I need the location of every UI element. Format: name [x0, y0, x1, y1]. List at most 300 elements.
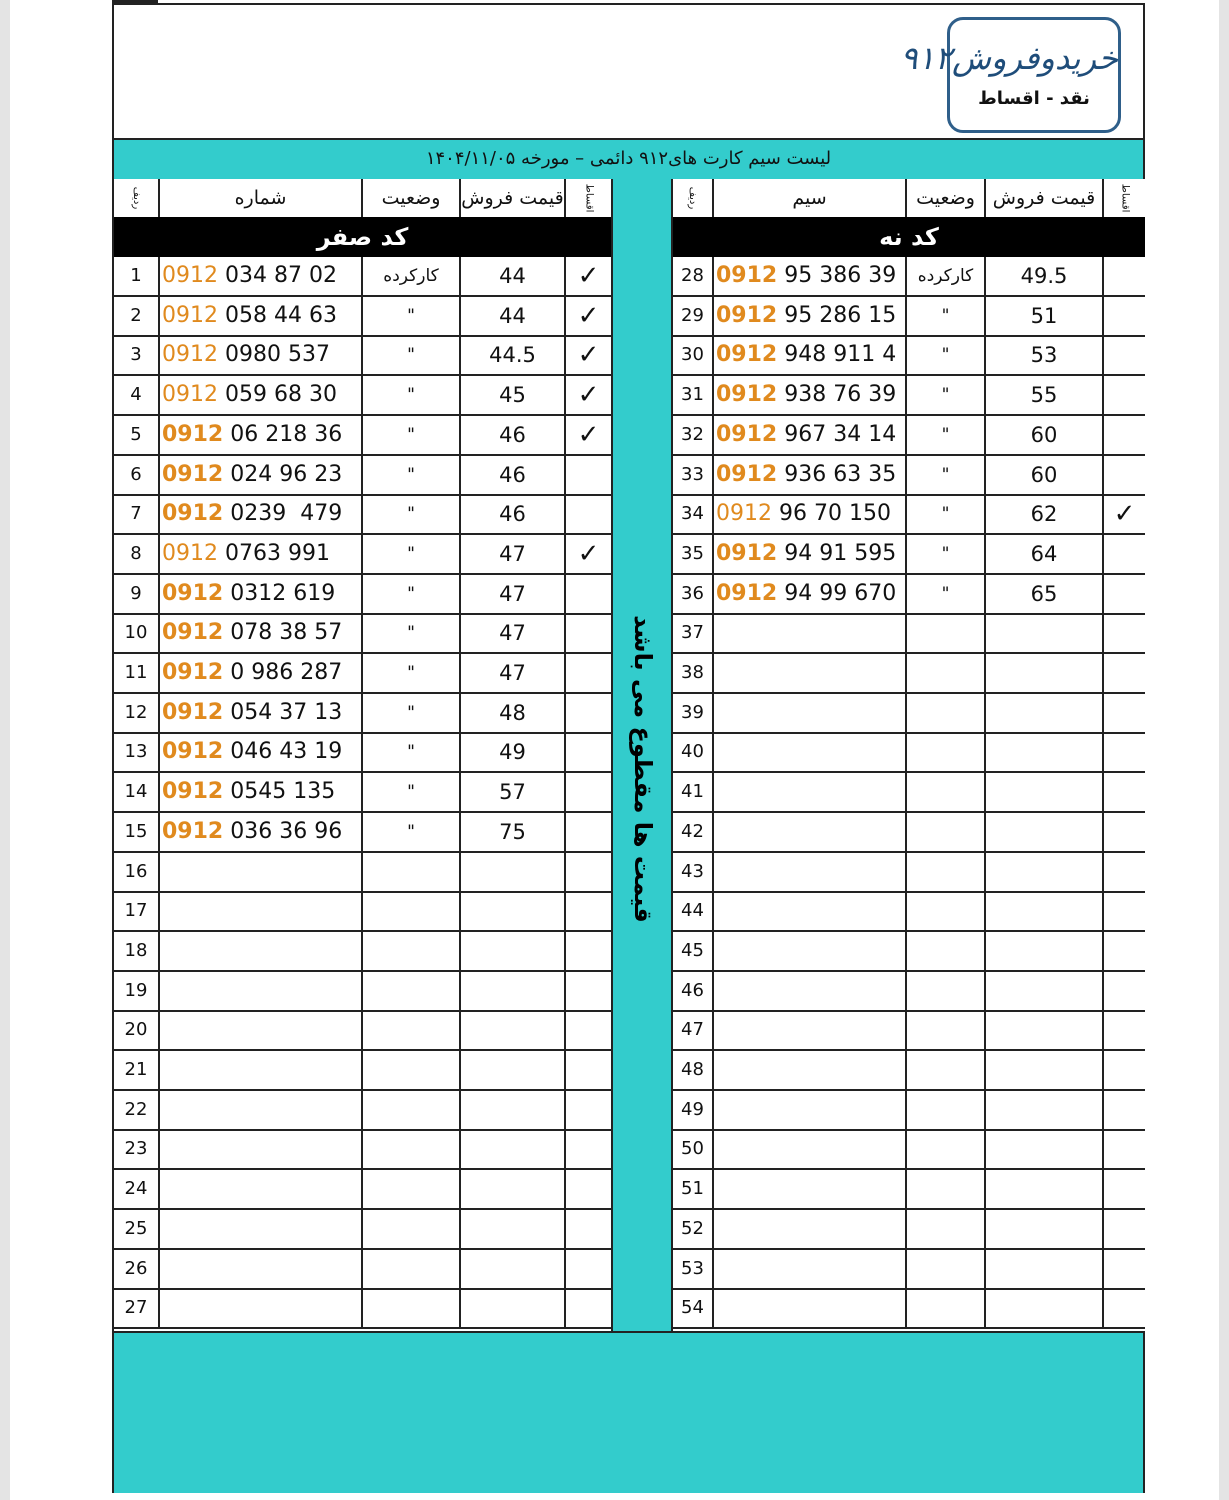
cell-check — [1104, 853, 1145, 891]
cell-check — [566, 1170, 611, 1208]
cell-check — [566, 456, 611, 494]
table-row — [673, 495, 1145, 535]
number-prefix: 0912 — [716, 540, 778, 566]
table-row — [673, 972, 1145, 1012]
cell-check — [566, 1051, 611, 1089]
number-rest: 058 44 63 — [218, 302, 337, 328]
cell-idx: 48 — [673, 1051, 714, 1089]
number-prefix: 0912 — [162, 302, 218, 328]
cell-price — [461, 1091, 566, 1129]
cell-number — [160, 456, 363, 494]
number-rest: 967 34 14 — [777, 421, 897, 447]
cell-idx: 15 — [114, 813, 160, 851]
cell-price — [461, 1011, 566, 1049]
cell-price: 46 — [461, 495, 566, 533]
cell-price: 48 — [461, 694, 566, 732]
table-row — [114, 932, 611, 972]
table-code-nine — [671, 179, 1145, 1331]
cell-idx: 26 — [114, 1250, 160, 1288]
header-number: شماره — [160, 179, 363, 217]
cell-price: 53 — [986, 336, 1104, 374]
cell-status: " — [363, 614, 461, 652]
cell-idx: 32 — [673, 416, 714, 454]
cell-idx: 42 — [673, 813, 714, 851]
cell-price: 60 — [986, 416, 1104, 454]
table-row — [114, 853, 611, 893]
header-installment-label: اقساط — [583, 183, 595, 213]
cell-idx: 18 — [114, 932, 160, 970]
cell-price — [461, 1170, 566, 1208]
table-row — [114, 1130, 611, 1170]
header-price: قیمت فروش — [461, 179, 566, 217]
cell-status — [363, 1011, 461, 1049]
cell-idx: 49 — [673, 1091, 714, 1129]
cell-status: " — [907, 376, 986, 414]
cell-idx: 37 — [673, 614, 714, 652]
cell-idx: 14 — [114, 773, 160, 811]
cell-check — [1104, 1130, 1145, 1168]
cell-status — [363, 1210, 461, 1248]
cell-status — [907, 853, 986, 891]
cell-price — [986, 892, 1104, 930]
cell-price — [986, 853, 1104, 891]
table-code-zero — [114, 179, 613, 1331]
number-rest: 0545 135 — [223, 779, 336, 805]
cell-check — [566, 1011, 611, 1049]
cell-status: " — [363, 694, 461, 732]
cell-check — [566, 654, 611, 692]
number-rest: 059 68 30 — [218, 382, 337, 408]
cell-price — [461, 1130, 566, 1168]
cell-status — [363, 1091, 461, 1129]
cell-check — [566, 813, 611, 851]
cell-status — [363, 892, 461, 930]
cell-idx: 21 — [114, 1051, 160, 1089]
fixed-price-note-text: قیمت ها مقطوع می باشد — [629, 615, 657, 923]
number-rest: 938 76 39 — [777, 382, 897, 408]
table-row — [673, 1289, 1145, 1329]
cell-status — [907, 932, 986, 970]
table-row — [673, 694, 1145, 734]
cell-price — [461, 932, 566, 970]
cell-number — [714, 773, 907, 811]
cell-number — [714, 257, 907, 295]
cell-price — [986, 1170, 1104, 1208]
cell-check — [1104, 1250, 1145, 1288]
cell-price — [986, 1051, 1104, 1089]
cell-number — [160, 495, 363, 533]
cell-status — [363, 1170, 461, 1208]
cell-number — [160, 1170, 363, 1208]
table-row — [673, 575, 1145, 615]
cell-idx: 50 — [673, 1130, 714, 1168]
cell-status — [907, 1091, 986, 1129]
cell-idx: 40 — [673, 733, 714, 771]
cell-number — [714, 336, 907, 374]
cell-status — [907, 1170, 986, 1208]
cell-idx: 9 — [114, 575, 160, 613]
cell-status — [907, 813, 986, 851]
number-rest: 046 43 19 — [223, 739, 343, 765]
cell-check — [1104, 416, 1145, 454]
cell-check — [566, 932, 611, 970]
table-row — [114, 972, 611, 1012]
cell-check — [1104, 1170, 1145, 1208]
cell-idx: 36 — [673, 575, 714, 613]
table-row — [673, 813, 1145, 853]
cell-number — [714, 1250, 907, 1288]
cell-status — [907, 1210, 986, 1248]
cell-number — [160, 575, 363, 613]
cell-price: 46 — [461, 416, 566, 454]
cell-idx: 12 — [114, 694, 160, 732]
title-band — [114, 138, 1143, 181]
cell-price: 49.5 — [986, 257, 1104, 295]
cell-status: کارکرده — [363, 257, 461, 295]
logo-title: خریدوفروش۹۱۲ — [900, 39, 1118, 77]
header-status: وضعیت — [907, 179, 986, 217]
cell-number — [160, 773, 363, 811]
cell-idx: 17 — [114, 892, 160, 930]
cell-idx: 16 — [114, 853, 160, 891]
cell-price — [461, 853, 566, 891]
number-prefix: 0912 — [162, 263, 218, 288]
cell-idx: 28 — [673, 257, 714, 295]
number-prefix: 0912 — [162, 421, 224, 447]
cell-price: 44 — [461, 257, 566, 295]
header-installment — [566, 179, 611, 217]
cell-price: 47 — [461, 535, 566, 573]
cell-idx: 35 — [673, 535, 714, 573]
table-row — [673, 1091, 1145, 1131]
number-prefix: 0912 — [716, 263, 778, 288]
cell-number — [160, 1250, 363, 1288]
cell-check — [1104, 1210, 1145, 1248]
cell-number — [160, 336, 363, 374]
cell-status: " — [363, 416, 461, 454]
cell-check — [566, 1250, 611, 1288]
cell-price — [986, 932, 1104, 970]
table-row — [114, 1011, 611, 1051]
table-row — [114, 614, 611, 654]
header-idx-label: ردیف — [130, 186, 142, 210]
cell-idx: 27 — [114, 1289, 160, 1327]
cell-status: " — [907, 495, 986, 533]
number-rest: 936 63 35 — [777, 461, 897, 487]
cell-price: 75 — [461, 813, 566, 851]
header-idx — [114, 179, 160, 217]
cell-number — [160, 1210, 363, 1248]
table-row — [114, 1210, 611, 1250]
table-row — [673, 416, 1145, 456]
cell-status: " — [907, 416, 986, 454]
number-rest: 024 96 23 — [223, 461, 343, 487]
table-row — [114, 495, 611, 535]
cell-number — [714, 932, 907, 970]
table-row — [114, 456, 611, 496]
cell-status — [363, 1289, 461, 1327]
list-title: لیست سیم کارت های۹۱۲ دائمی – مورخه ۱۴۰۴/۱۱/۰۵ — [425, 148, 832, 169]
number-prefix: 0912 — [716, 382, 778, 408]
table-row — [114, 1051, 611, 1091]
number-rest: 0312 619 — [223, 580, 336, 606]
number-rest: 034 87 02 — [218, 263, 337, 288]
cell-check — [566, 773, 611, 811]
cell-status: " — [363, 813, 461, 851]
cell-price — [986, 972, 1104, 1010]
cell-idx: 20 — [114, 1011, 160, 1049]
table-row — [114, 297, 611, 337]
cell-check — [1104, 336, 1145, 374]
cell-check — [566, 614, 611, 652]
number-prefix: 0912 — [162, 580, 224, 606]
table-row — [114, 813, 611, 853]
cell-check: ✓ — [577, 261, 600, 291]
table-row — [114, 416, 611, 456]
table-row — [673, 297, 1145, 337]
cell-status: " — [363, 336, 461, 374]
cell-number — [160, 257, 363, 295]
number-rest: 078 38 57 — [223, 620, 343, 646]
cell-status — [907, 733, 986, 771]
cell-price — [461, 1051, 566, 1089]
cell-status — [907, 892, 986, 930]
cell-idx: 6 — [114, 456, 160, 494]
table-row — [673, 1250, 1145, 1290]
cell-check — [1104, 892, 1145, 930]
table-row — [673, 654, 1145, 694]
cell-status: " — [363, 495, 461, 533]
table-row — [114, 1170, 611, 1210]
cell-number — [714, 535, 907, 573]
cell-check — [1104, 257, 1145, 295]
number-prefix: 0912 — [162, 382, 218, 408]
cell-check — [566, 733, 611, 771]
table-row — [673, 1210, 1145, 1250]
brand-logo — [900, 17, 1121, 133]
number-prefix: 0912 — [162, 699, 224, 725]
cell-number — [160, 932, 363, 970]
cell-number — [160, 416, 363, 454]
table-row — [114, 575, 611, 615]
cell-price: 64 — [986, 535, 1104, 573]
cell-price — [986, 654, 1104, 692]
cell-check — [1104, 654, 1145, 692]
cell-price — [461, 1289, 566, 1327]
cell-price — [461, 972, 566, 1010]
cell-price: 55 — [986, 376, 1104, 414]
header-price: قیمت فروش — [986, 179, 1104, 217]
cell-price: 47 — [461, 575, 566, 613]
table-row — [114, 1091, 611, 1131]
number-rest: 94 99 670 — [777, 580, 897, 606]
cell-check — [1104, 297, 1145, 335]
cell-status — [363, 932, 461, 970]
number-prefix: 0912 — [162, 342, 218, 368]
cell-check: ✓ — [577, 419, 600, 450]
cell-status — [907, 773, 986, 811]
table-row — [673, 535, 1145, 575]
number-rest: 0 986 287 — [223, 660, 343, 685]
number-prefix: 0912 — [162, 501, 224, 527]
cell-number — [714, 972, 907, 1010]
number-rest: 95 386 39 — [777, 263, 897, 288]
cell-number — [714, 416, 907, 454]
number-rest: 94 91 595 — [777, 540, 897, 566]
cell-price: 49 — [461, 733, 566, 771]
cell-idx: 45 — [673, 932, 714, 970]
cell-status — [907, 972, 986, 1010]
header-idx-label: ردیف — [687, 186, 699, 210]
header-installment — [1104, 179, 1145, 217]
number-rest: 0239 479 — [223, 501, 343, 527]
cell-idx: 29 — [673, 297, 714, 335]
cell-idx: 52 — [673, 1210, 714, 1248]
table-row — [673, 853, 1145, 893]
cell-idx: 38 — [673, 654, 714, 692]
cell-check — [1104, 614, 1145, 652]
number-prefix: 0912 — [716, 342, 778, 368]
cell-check — [1104, 813, 1145, 851]
cell-price — [986, 813, 1104, 851]
cell-check: ✓ — [577, 538, 600, 569]
cell-status — [363, 972, 461, 1010]
cell-price — [461, 1250, 566, 1288]
cell-number — [160, 853, 363, 891]
cell-check — [1104, 773, 1145, 811]
cell-number — [160, 813, 363, 851]
table-row — [114, 376, 611, 416]
code-label: کد نه — [673, 217, 1145, 257]
cell-check — [1104, 694, 1145, 732]
cell-price: 51 — [986, 297, 1104, 335]
cell-check: ✓ — [577, 300, 600, 331]
table-row — [673, 932, 1145, 972]
table-row — [114, 654, 611, 694]
cell-check — [1104, 575, 1145, 613]
cell-status — [363, 1130, 461, 1168]
cell-number — [714, 813, 907, 851]
header-idx — [673, 179, 714, 217]
cell-number — [160, 535, 363, 573]
cell-idx: 34 — [673, 495, 714, 533]
cell-idx: 2 — [114, 297, 160, 335]
table-row — [114, 1289, 611, 1329]
cell-status — [907, 654, 986, 692]
number-prefix: 0912 — [162, 620, 224, 646]
number-rest: 036 36 96 — [223, 818, 343, 844]
cell-number — [160, 1289, 363, 1327]
cell-check — [1104, 733, 1145, 771]
page-margin-right — [1219, 0, 1229, 1500]
cell-price: 60 — [986, 456, 1104, 494]
cell-price — [986, 1091, 1104, 1129]
cell-status: " — [907, 456, 986, 494]
cell-price: 62 — [986, 495, 1104, 533]
cell-check — [566, 972, 611, 1010]
cell-check — [1104, 1091, 1145, 1129]
cell-status — [907, 1051, 986, 1089]
table-row — [673, 336, 1145, 376]
number-prefix: 0912 — [716, 501, 772, 527]
cell-number — [714, 1091, 907, 1129]
table-row — [673, 257, 1145, 297]
number-prefix: 0912 — [716, 421, 778, 447]
table-row — [114, 694, 611, 734]
cell-price — [986, 694, 1104, 732]
table-row — [114, 892, 611, 932]
cell-price — [986, 1130, 1104, 1168]
cell-check — [566, 853, 611, 891]
cell-number — [714, 376, 907, 414]
cell-number — [160, 733, 363, 771]
cell-idx: 46 — [673, 972, 714, 1010]
table-row — [114, 1250, 611, 1290]
page-margin-left — [0, 0, 10, 1500]
cell-idx: 54 — [673, 1289, 714, 1327]
table-row — [114, 336, 611, 376]
table-row — [114, 733, 611, 773]
cell-idx: 13 — [114, 733, 160, 771]
cell-number — [714, 853, 907, 891]
cell-idx: 19 — [114, 972, 160, 1010]
cell-price — [986, 733, 1104, 771]
cell-number — [714, 892, 907, 930]
table-row — [673, 614, 1145, 654]
number-rest: 0763 991 — [218, 540, 330, 566]
cell-idx: 31 — [673, 376, 714, 414]
cell-idx: 51 — [673, 1170, 714, 1208]
number-prefix: 0912 — [162, 660, 224, 685]
table-row — [673, 1170, 1145, 1210]
number-prefix: 0912 — [162, 818, 224, 844]
cell-status — [907, 1130, 986, 1168]
cell-check — [566, 575, 611, 613]
cell-check — [1104, 535, 1145, 573]
cell-check — [566, 892, 611, 930]
fixed-price-note — [611, 615, 671, 925]
cell-check — [1104, 932, 1145, 970]
cell-price — [986, 1289, 1104, 1327]
cell-price: 57 — [461, 773, 566, 811]
cell-price: 46 — [461, 456, 566, 494]
number-prefix: 0912 — [716, 580, 778, 606]
cell-check — [1104, 972, 1145, 1010]
cell-number — [160, 1051, 363, 1089]
table-row — [673, 773, 1145, 813]
cell-status — [907, 1250, 986, 1288]
cell-check — [1104, 456, 1145, 494]
table-row — [673, 456, 1145, 496]
cell-number — [160, 892, 363, 930]
cell-status: " — [363, 654, 461, 692]
number-prefix: 0912 — [162, 739, 224, 765]
number-rest: 948 911 4 — [777, 342, 897, 368]
cell-number — [714, 733, 907, 771]
cell-status — [907, 1289, 986, 1327]
cell-price — [986, 1210, 1104, 1248]
cell-idx: 10 — [114, 614, 160, 652]
cell-number — [160, 694, 363, 732]
table-row — [114, 257, 611, 297]
cell-idx: 47 — [673, 1011, 714, 1049]
code-label: کد صفر — [114, 217, 611, 257]
cell-status: " — [907, 297, 986, 335]
cell-number — [714, 1210, 907, 1248]
cell-idx: 41 — [673, 773, 714, 811]
cell-check — [1104, 1011, 1145, 1049]
cell-idx: 8 — [114, 535, 160, 573]
